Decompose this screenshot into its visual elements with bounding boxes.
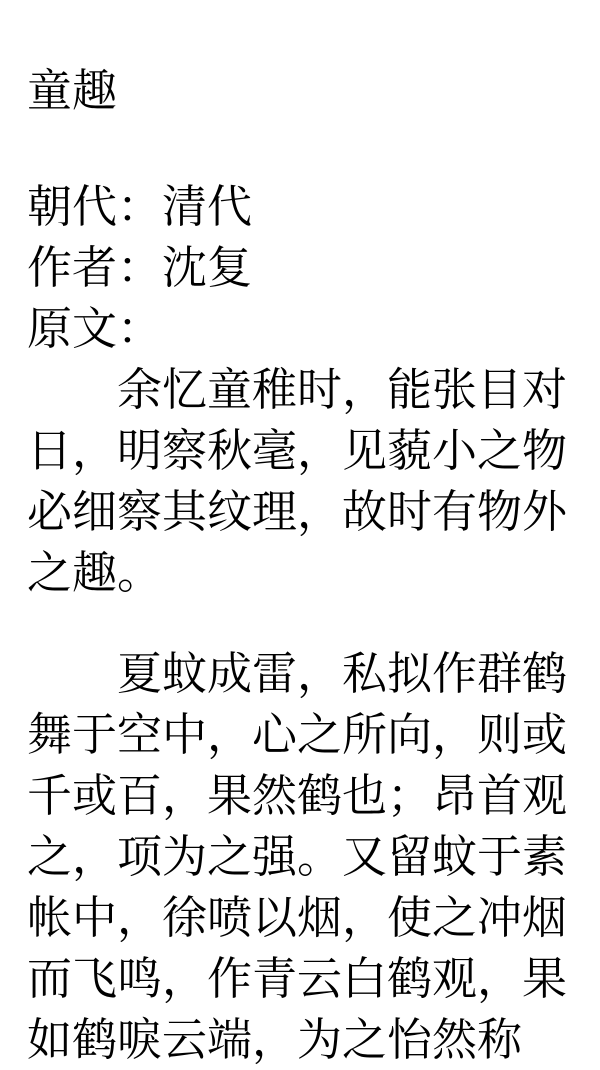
body-paragraph-1: 余忆童稚时，能张目对日，明察秋毫，见藐小之物必细察其纹理，故时有物外之趣。	[27, 363, 568, 599]
meta-author-line: 作者：沈复	[27, 241, 253, 294]
body-paragraph-2: 夏蚊成雷，私拟作群鹤舞于空中，心之所向，则或千或百，果然鹤也；昂首观之，项为之强。又留蚊于素帐中，徐喷以烟，使之冲烟而飞鸣，作青云白鹤观，果如鹤唳云端，为之怡然称	[27, 647, 568, 1066]
page-title: 童趣	[27, 64, 118, 117]
meta-dynasty-line: 朝代：清代	[27, 180, 253, 233]
meta-original-text-label: 原文：	[27, 302, 163, 355]
